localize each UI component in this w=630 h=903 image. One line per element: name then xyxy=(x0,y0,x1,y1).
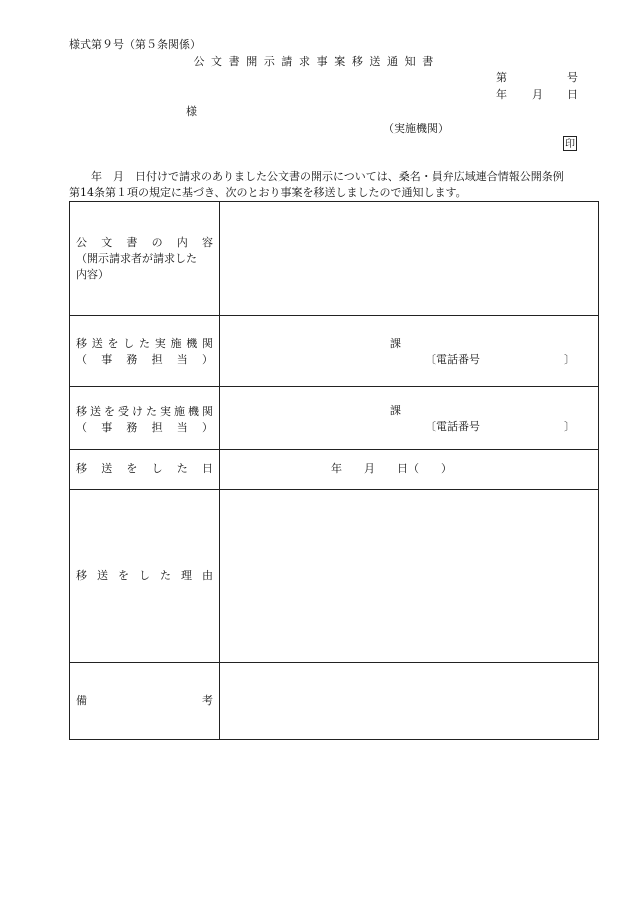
date-year-label: 年 xyxy=(496,88,507,101)
transfer-from-label-main: 移 送 を し た 実 施 機 関 xyxy=(76,337,213,350)
content-label xyxy=(76,235,213,283)
date-month-label: 月 xyxy=(532,88,543,101)
form-number: 様式第９号（第５条関係） xyxy=(69,38,201,51)
content-label-main: 公 文 書 の 内 容 xyxy=(76,236,213,249)
transfer-date-label-main: 移 送 を し た 日 xyxy=(76,462,213,475)
notice-number-suffix: 号 xyxy=(567,71,578,84)
row-divider xyxy=(70,449,598,450)
transfer-from-phone-close: 〕 xyxy=(564,353,575,366)
transfer-from-section: 課 xyxy=(390,337,401,350)
document-title: 公文書開示請求事案移送通知書 xyxy=(193,55,440,68)
body-text-line-1: 年 月 日付けで請求のありました公文書の開示については、桑名・員弁広域連合情報公開条例 xyxy=(69,170,564,183)
agency-label: （実施機関） xyxy=(383,122,449,135)
row-divider xyxy=(70,315,598,316)
row-divider xyxy=(70,662,598,663)
transfer-reason-label-main: 移 送 を し た 理 由 xyxy=(76,569,213,582)
content-label-sub-1: （開示請求者が請求した xyxy=(76,252,197,265)
remarks-label xyxy=(76,693,213,709)
transfer-date-label xyxy=(76,461,213,477)
transfer-to-charge-label: （ 事 務 担 当 ） xyxy=(76,421,213,434)
body-text-line-2: 第14条第１項の規定に基づき、次のとおり事案を移送しましたので通知します。 xyxy=(69,186,467,199)
notice-number-prefix: 第 xyxy=(496,71,507,84)
transfer-date-value: 年 月 日（ ） xyxy=(331,462,452,475)
seal-mark: 印 xyxy=(563,136,577,151)
transfer-to-label xyxy=(76,404,213,436)
transfer-from-charge-label: （ 事 務 担 当 ） xyxy=(76,353,213,366)
row-divider xyxy=(70,489,598,490)
transfer-from-phone-label: 〔電話番号 xyxy=(425,353,480,366)
transfer-to-label-main: 移 送 を 受 け た 実 施 機 関 xyxy=(76,405,213,418)
remarks-label-main: 備 考 xyxy=(76,694,213,707)
table-column-divider xyxy=(219,202,220,739)
transfer-to-phone-label: 〔電話番号 xyxy=(425,420,480,433)
transfer-reason-label xyxy=(76,568,213,584)
addressee-suffix: 様 xyxy=(186,105,197,118)
transfer-to-section: 課 xyxy=(390,404,401,417)
date-day-label: 日 xyxy=(567,88,578,101)
transfer-to-phone-close: 〕 xyxy=(564,420,575,433)
transfer-details-table xyxy=(69,201,599,740)
content-label-sub-2: 内容） xyxy=(76,268,109,281)
transfer-from-label xyxy=(76,336,213,368)
row-divider xyxy=(70,386,598,387)
